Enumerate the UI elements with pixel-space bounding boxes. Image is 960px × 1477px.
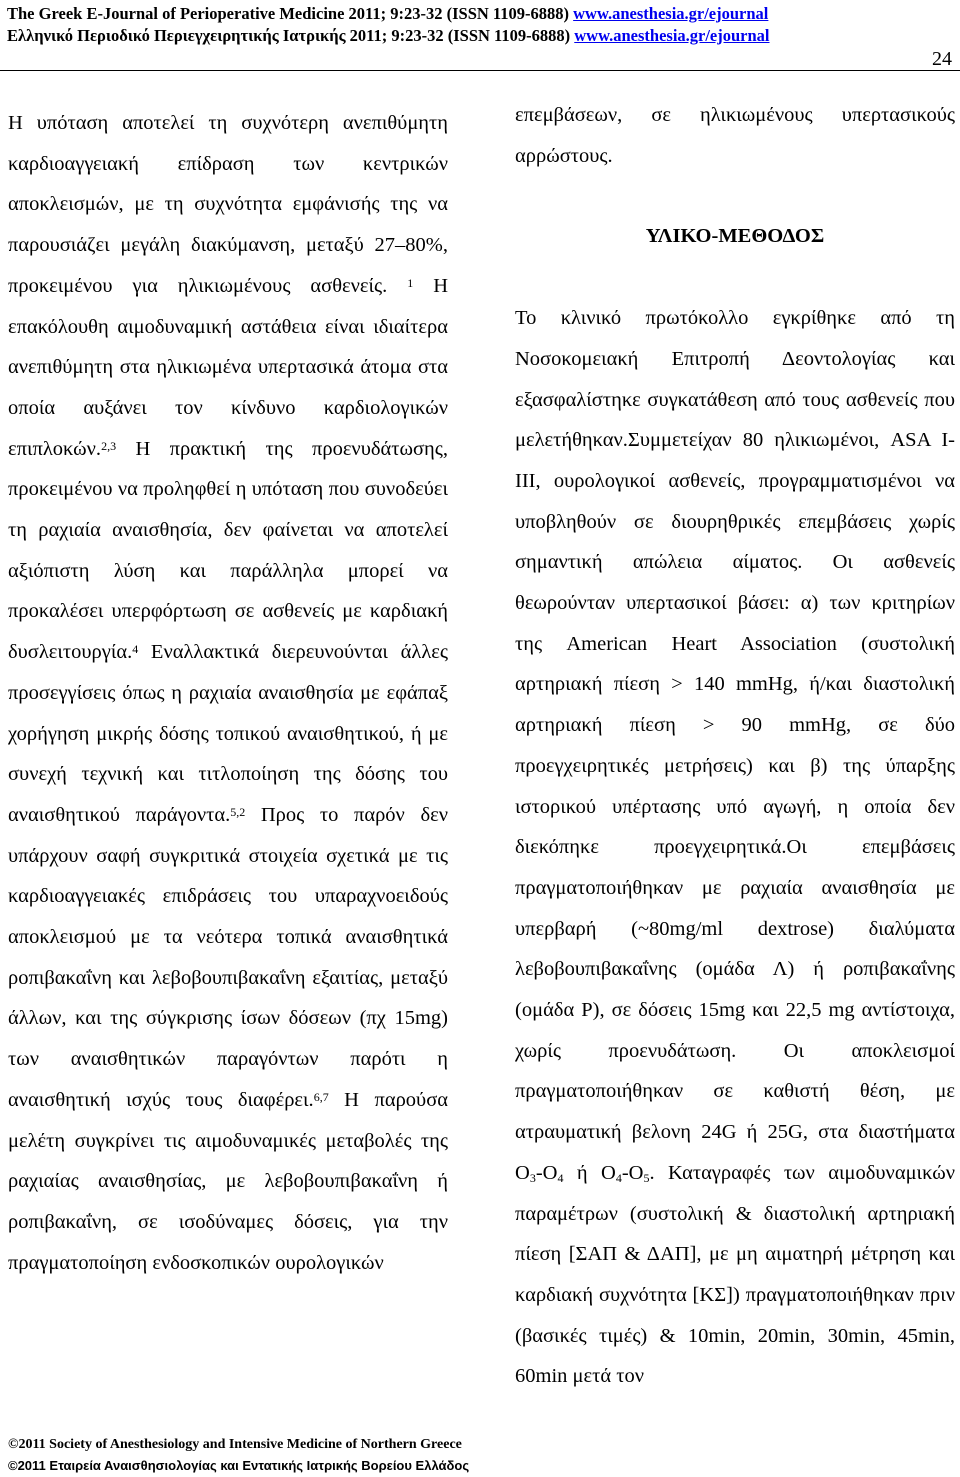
journal-url-link-2[interactable]: www.anesthesia.gr/ejournal xyxy=(574,26,770,45)
journal-url-link[interactable]: www.anesthesia.gr/ejournal xyxy=(573,4,769,23)
citation-ref: 6,7 xyxy=(313,1090,329,1105)
citation-ref: 1 xyxy=(407,276,414,291)
left-column xyxy=(8,103,448,1283)
body-text: Το κλινικό πρωτόκολλο εγκρίθηκε από τη Νοσοκομειακή Επιτροπή Δεοντολογίας και εξασφαλίστηκε συγκατάθεση από τους ασθενείς που μελετήθηκαν.Συμμετείχαν 80 ηλικιωμένοι, ASA I-III, ουρολογικοί ασθενείς, προγραμματισμένοι να υποβληθούν σε διουρηθρικές επεμβάσεις χωρίς σημαντική απώλεια αίματος. Οι ασθενείς θεωρούνταν υπερτασικοί βάσει: α) των κριτηρίων της American Heart Association (συστολική αρτηριακή πίεση > 140 mmHg, ή/και διαστολική αρτηριακή πίεση > 90 mmHg, σε δύο προεγχειρητικές μετρήσεις) και β) της ύπαρξης ιστορικού υπέρτασης υπό αγωγή, η οποία δεν διεκόπηκε προεγχειρητικά.Οι επεμβάσεις πραγματοποιήθηκαν με ραχιαία αναισθησία με υπερβαρή (~80mg/ml dextrose) διαλύματα λεβοβουπιβακαΐνης (ομάδα Λ) ή ροπιβακαΐνης (ομάδα Ρ), σε δόσεις 15mg και 22,5 mg αντίστοιχα, χωρίς προενυδάτωση. Οι αποκλεισμοί πραγματοποιήθηκαν σε καθιστή θέση, με ατραυματική βελονη 24G ή 25G, στα διαστήματα O xyxy=(515,307,955,1184)
journal-header-gr-text: Ελληνικό Περιοδικό Περιεγχειρητικής Ιατρικής 2011; 9:23-32 (ISSN 1109-6888) xyxy=(7,26,575,45)
body-text: ή O xyxy=(563,1161,616,1184)
header-rule xyxy=(0,70,960,71)
footer-copyright-en: ©2011 Society of Anesthesiology and Intensive Medicine of Northern Greece xyxy=(8,1437,462,1452)
citation-ref: 2,3 xyxy=(101,438,117,453)
journal-header-en-text: The Greek E-Journal of Perioperative Medicine 2011; 9:23-32 (ISSN 1109-6888) xyxy=(7,4,574,23)
footer-copyright-gr: ©2011 Εταιρεία Αναισθησιολογίας και Εντατικής Ιατρικής Βορείου Ελλάδος xyxy=(8,1458,470,1473)
body-text: Προς το παρόν δεν υπάρχουν σαφή συγκριτικά στοιχεία σχετικά με τις καρδιοαγγειακές επιδράσεις του υπαραχνοειδούς αποκλεισμού με τα νεότερα τοπικά αναισθητικά ροπιβακαΐνη και λεβοβουπιβακαΐνη εξαιτίας, μεταξύ άλλων, και της σύγκρισης ίσων δόσεων (πχ 15mg) των αναισθητικών παραγόντων παρότι η αναισθητική ισχύς τους διαφέρει. xyxy=(8,803,448,1111)
body-text: . Καταγραφές των αιμοδυναμικών παραμέτρων (συστολική & διαστολική αρτηριακή πίεση [ΣΑΠ & ΔΑΠ], με μη αιματηρή μέτρηση και καρδιακή συχνότητα [ΚΣ]) πραγματοποιήθηκαν πριν (βασικές τιμές) & 10min, 20min, 30min, 45min, 60min μετά τον xyxy=(515,1161,955,1388)
body-text: Η πρακτική της προενυδάτωσης, προκειμένου να προληφθεί η υπόταση που συνοδεύει τη ραχιαία αναισθησία, δεν φαίνεται να αποτελεί αξιόπιστη λύση και παράλληλα μπορεί να προκαλέσει υπερφόρτωση σε ασθενείς με καρδιακή δυσλειτουργία. xyxy=(8,437,448,664)
intro-continuation: επεμβάσεων, σε ηλικιωμένους υπερτασικούς αρρώστους. xyxy=(515,104,955,167)
methods-paragraph xyxy=(515,298,955,1397)
body-text: Εναλλακτικά διερευνούνται άλλες προσεγγίσεις όπως η ραχιαία αναισθησία με εφάπαξ χορήγηση μικρής δόσης τοπικού αναισθητικού, ή με συνεχή τεχνική και τιτλοποίηση της δόσης του αναισθητικού παράγοντα. xyxy=(8,641,448,826)
right-column xyxy=(515,95,955,1397)
journal-header-gr xyxy=(7,26,770,46)
subscript: 3 xyxy=(529,1171,536,1186)
intro-paragraph xyxy=(8,103,448,1283)
subscript: 4 xyxy=(615,1171,622,1186)
body-text: Η υπόταση αποτελεί τη συχνότερη ανεπιθύμητη καρδιοαγγειακή επίδραση των κεντρικών αποκλεισμών, με τη συχνότητα εμφάνισής της να παρουσιάζει μεγάλη διακύμανση, μεταξύ 27–80%, προκειμένου για ηλικιωμένους ασθενείς. xyxy=(8,112,448,297)
citation-ref: 4 xyxy=(132,642,139,657)
subscript: 5 xyxy=(643,1171,650,1186)
page-number: 24 xyxy=(932,48,952,70)
body-text: -O xyxy=(535,1161,558,1184)
journal-header-en xyxy=(7,4,768,24)
subscript: 4 xyxy=(557,1171,564,1186)
body-text: Η παρούσα μελέτη συγκρίνει τις αιμοδυναμικές μεταβολές της ραχιαίας αναισθησίας, με λεβοβουπιβακαΐνη ή ροπιβακαΐνη, σε ισοδύναμες δόσεις, για την πραγματοποίηση ενδοσκοπικών ουρολογικών xyxy=(8,1088,448,1274)
citation-ref: 5,2 xyxy=(230,805,246,820)
body-text: -O xyxy=(621,1161,644,1184)
body-text: Η επακόλουθη αιμοδυναμική αστάθεια είναι ιδιαίτερα ανεπιθύμητη στα ηλικιωμένα υπερτασικά άτομα στα οποία αυξάνει τον κίνδυνο καρδιολογικών επιπλοκών. xyxy=(8,274,449,460)
section-heading: ΥΛΙΚΟ-ΜΕΘΟΔΟΣ xyxy=(645,225,825,248)
